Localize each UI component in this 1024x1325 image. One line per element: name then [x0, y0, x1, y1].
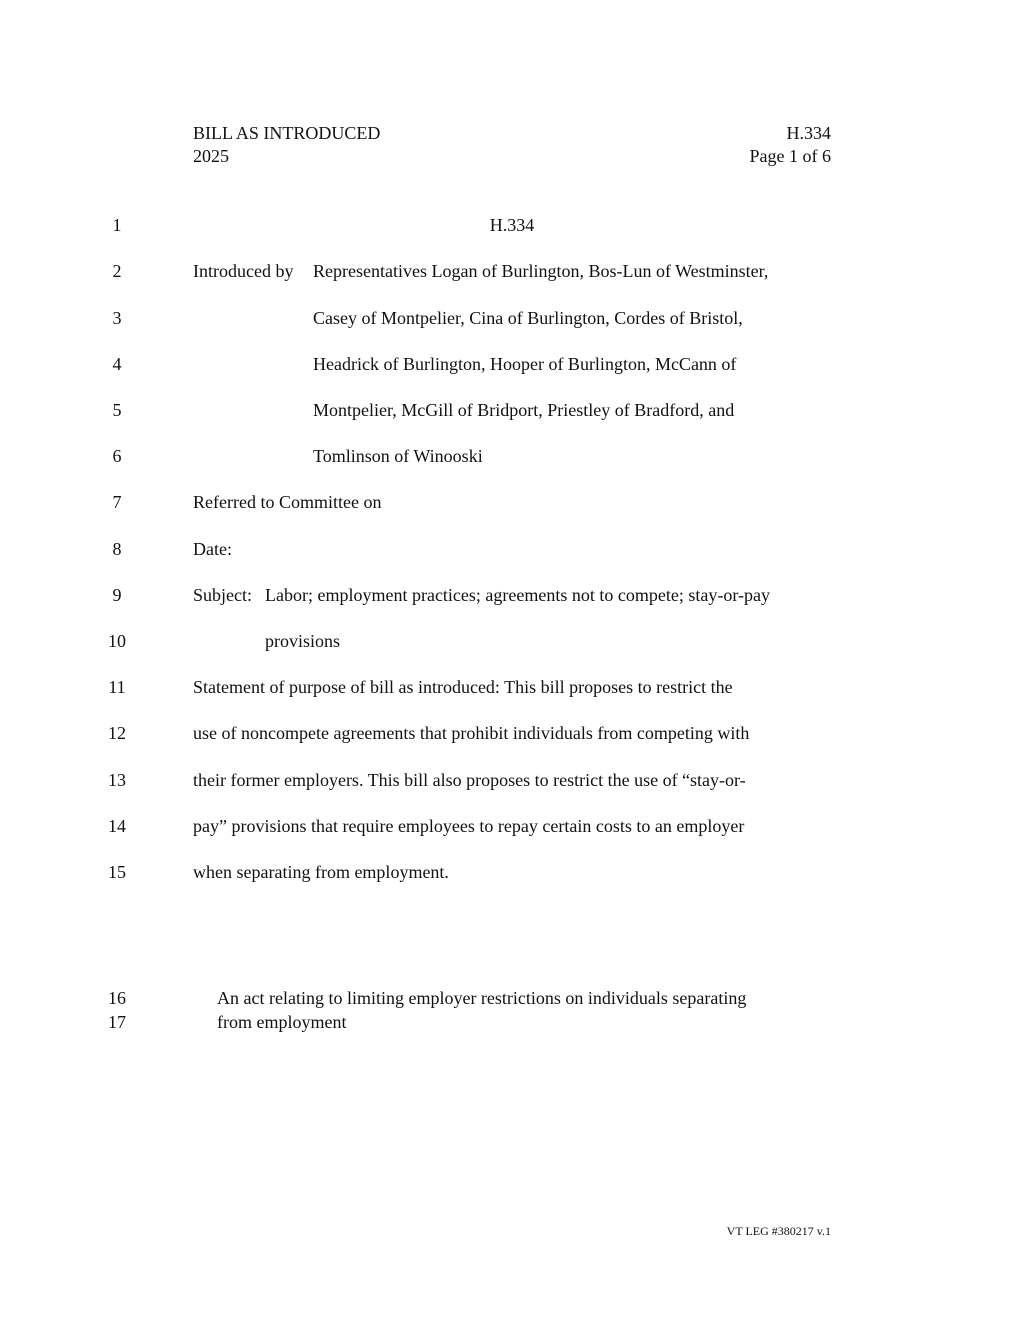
line-number: 4: [112, 354, 122, 374]
sponsor-line: Montpelier, McGill of Bridport, Priestley of Bradford, and: [313, 400, 735, 420]
sponsor-line: Casey of Montpelier, Cina of Burlington, Cordes of Bristol,: [313, 308, 743, 328]
purpose-line: their former employers. This bill also proposes to restrict the use of “stay-or-: [193, 770, 746, 790]
line-number: 8: [112, 539, 122, 559]
sponsor-line: Tomlinson of Winooski: [313, 446, 483, 466]
line-number: 7: [112, 492, 122, 512]
line-number: 17: [108, 1012, 126, 1032]
purpose-line: Statement of purpose of bill as introduced: This bill proposes to restrict the: [193, 677, 733, 697]
sponsor-line: Representatives Logan of Burlington, Bos-Lun of Westminster,: [313, 261, 769, 281]
line-number: 9: [112, 585, 122, 605]
bill-status: BILL AS INTRODUCED: [193, 123, 381, 143]
page-indicator: Page 1 of 6: [749, 146, 831, 166]
header-bill-number: H.334: [786, 123, 831, 143]
purpose-line: use of noncompete agreements that prohibit individuals from competing with: [193, 723, 750, 743]
date-field: Date:: [193, 539, 232, 559]
line-number: 15: [108, 862, 126, 882]
line-number: 2: [112, 261, 122, 281]
introduced-by-label: Introduced by: [193, 261, 294, 281]
line-number: 16: [108, 988, 126, 1008]
sponsor-line: Headrick of Burlington, Hooper of Burlington, McCann of: [313, 354, 737, 374]
referred-to-committee: Referred to Committee on: [193, 492, 382, 512]
line-number: 12: [108, 723, 126, 743]
act-title-line: An act relating to limiting employer restrictions on individuals separating: [217, 988, 747, 1008]
line-number: 6: [112, 446, 122, 466]
act-title-line: from employment: [217, 1012, 347, 1032]
purpose-line: when separating from employment.: [193, 862, 449, 882]
line-number: 14: [108, 816, 126, 836]
footer-doc-id: VT LEG #380217 v.1: [726, 1224, 831, 1238]
bill-year: 2025: [193, 146, 229, 166]
line-number: 5: [112, 400, 122, 420]
line-number: 11: [108, 677, 126, 697]
subject-line: provisions: [265, 631, 341, 651]
line-number: 13: [108, 770, 126, 790]
line-number: 10: [108, 631, 126, 651]
bill-title: H.334: [489, 215, 535, 235]
subject-label: Subject:: [193, 585, 252, 605]
line-number: 1: [112, 215, 122, 235]
subject-line: Labor; employment practices; agreements not to compete; stay-or-pay: [265, 585, 770, 605]
purpose-line: pay” provisions that require employees to repay certain costs to an employer: [193, 816, 745, 836]
line-number: 3: [112, 308, 122, 328]
